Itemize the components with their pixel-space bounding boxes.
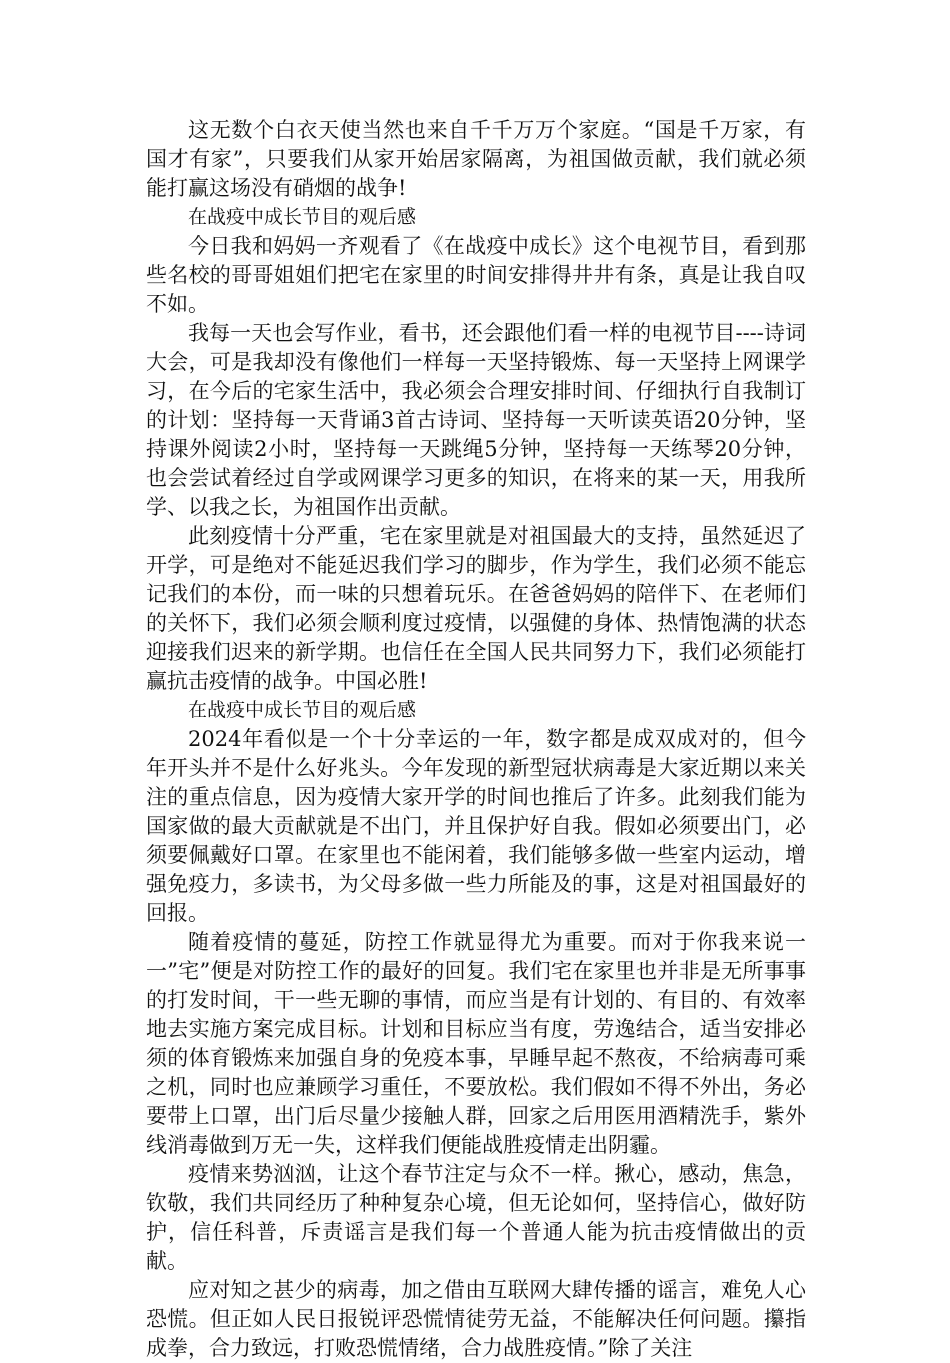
paragraph-2: 今日我和妈妈一齐观看了《在战疫中成长》这个电视节目，看到那些名校的哥哥姐姐们把宅在家里的时间安排得井井有条，真是让我自叹不如。: [146, 234, 806, 316]
paragraph-5: 2024年看似是一个十分幸运的一年，数字都是成双成对的，但今年开头并不是什么好兆头。今年发现的新型冠状病毒是大家近期以来关注的重点信息，因为疫情大家开学的时间也推后了许多。此刻我们能为国家做的最大贡献就是不出门，并且保护好自我。假如必须要出门，必须要佩戴好口罩。在家里也不能闲着，我们能够多做一些室内运动，增强免疫力，多读书，为父母多做一些力所能及的事，这是对祖国最好的回报。: [146, 727, 806, 925]
section-heading-1: 在战疫中成长节目的观后感: [188, 206, 417, 228]
document-body: [146, 116, 806, 1363]
paragraph-6: 随着疫情的蔓延，防控工作就显得尤为重要。而对于你我来说一一”宅”便是对防控工作的最好的回复。我们宅在家里也并非是无所事事的打发时间，干一些无聊的事情，而应当是有计划的、有目的、有效率地去实施方案完成目标。计划和目标应当有度，劳逸结合，适当安排必须的体育锻炼来加强自身的免疫本事，早睡早起不熬夜，不给病毒可乘之机，同时也应兼顾学习重任，不要放松。我们假如不得不外出，务必要带上口罩，出门后尽量少接触人群，回家之后用医用酒精洗手，紫外线消毒做到万无一失，这样我们便能战胜疫情走出阴霾。: [146, 930, 806, 1157]
paragraph-8: 应对知之甚少的病毒，加之借由互联网大肆传播的谣言，难免人心恐慌。但正如人民日报锐评恐慌情徒劳无益，不能解决任何问题。攥指成拳，合力致远，打败恐慌情绪，合力战胜疫情。”除了关注: [146, 1278, 806, 1360]
paragraph-1: 这无数个白衣天使当然也来自千千万万个家庭。“国是千万家，有国才有家”，只要我们从家开始居家隔离，为祖国做贡献，我们就必须能打赢这场没有硝烟的战争!: [146, 118, 806, 200]
paragraph-4: 此刻疫情十分严重，宅在家里就是对祖国最大的支持，虽然延迟了开学，可是绝对不能延迟我们学习的脚步，作为学生，我们必须不能忘记我们的本份，而一味的只想着玩乐。在爸爸妈妈的陪伴下、在老师们的关怀下，我们必须会顺利度过疫情，以强健的身体、热情饱满的状态迎接我们迟来的新学期。也信任在全国人民共同努力下，我们必须能打赢抗击疫情的战争。中国必胜!: [146, 524, 806, 693]
paragraph-7: 疫情来势汹汹，让这个春节注定与众不一样。揪心，感动，焦急，钦敬，我们共同经历了种种复杂心境，但无论如何，坚持信心，做好防护，信任科普，斥责谣言是我们每一个普通人能为抗击疫情做出的贡献。: [146, 1162, 806, 1273]
section-heading-2: 在战疫中成长节目的观后感: [188, 699, 417, 721]
paragraph-3: 我每一天也会写作业，看书，还会跟他们看一样的电视节目----诗词大会，可是我却没有像他们一样每一天坚持锻炼、每一天坚持上网课学习，在今后的宅家生活中，我必须会合理安排时间、仔细执行自我制订的计划：坚持每一天背诵3首古诗词、坚持每一天听读英语20分钟，坚持课外阅读2小时，坚持每一天跳绳5分钟，坚持每一天练琴20分钟，也会尝试着经过自学或网课学习更多的知识，在将来的某一天，用我所学、以我之长，为祖国作出贡献。: [146, 321, 806, 519]
